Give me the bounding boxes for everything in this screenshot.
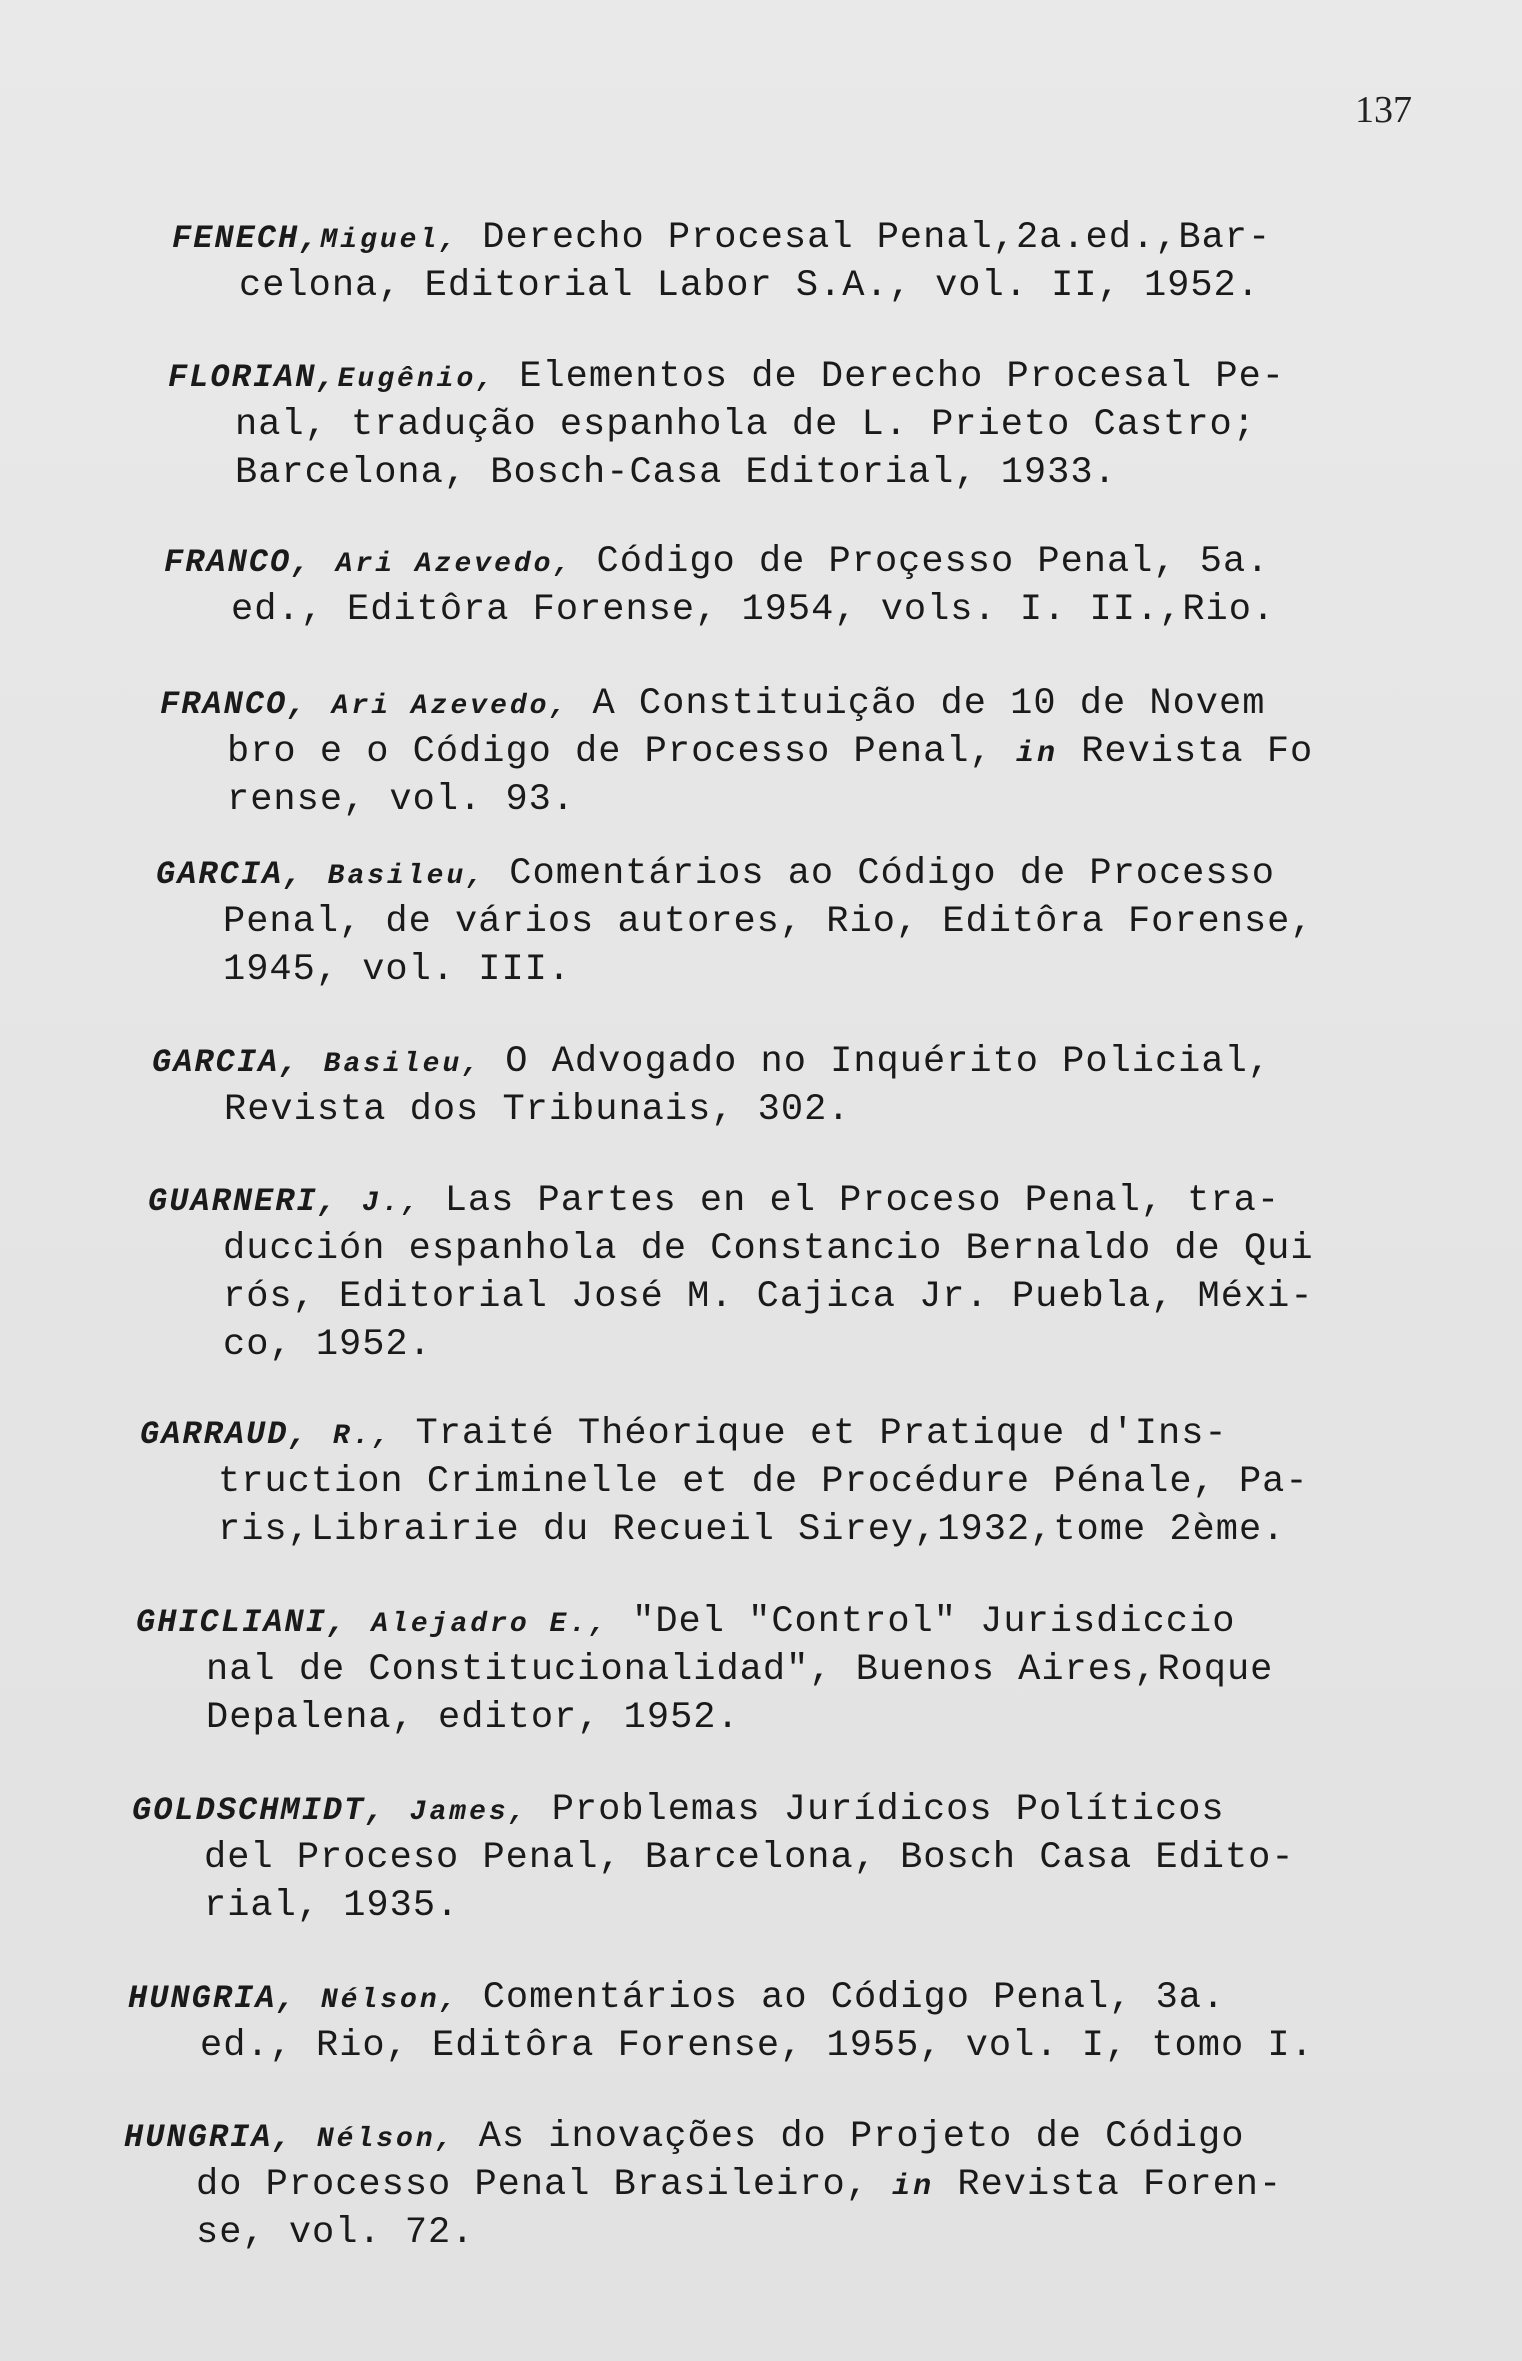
entry-title: Comentários ao Código de Processo	[509, 853, 1276, 895]
entry-line: rense, vol. 93.	[227, 779, 576, 821]
bibliography-entry	[156, 850, 1456, 994]
entry-author: GARCIA,	[152, 1044, 301, 1081]
entry-first-name: Basileu,	[323, 1049, 483, 1080]
entry-line: Revista dos Tribunais, 302.	[224, 1089, 851, 1131]
bibliography-entry	[136, 1598, 1436, 1742]
entry-line	[148, 1177, 1448, 1225]
entry-line	[152, 1038, 1452, 1086]
entry-line: del Proceso Penal, Barcelona, Bosch Casa Edito-	[204, 1837, 1295, 1879]
entry-line	[132, 1786, 1432, 1834]
entry-author: FENECH,	[172, 220, 321, 257]
entry-text: Revista Foren-	[957, 2164, 1283, 2206]
entry-author: GOLDSCHMIDT,	[132, 1792, 387, 1829]
entry-line: rial, 1935.	[204, 1885, 460, 1927]
entry-title: Código de Proçesso Penal, 5a.	[596, 541, 1270, 583]
bibliography-entry	[172, 214, 1472, 310]
entry-line	[140, 1410, 1440, 1458]
entry-title: Derecho Procesal Penal,2a.ed.,Bar-	[482, 217, 1272, 259]
entry-title: As inovações do Projeto de Código	[478, 2116, 1245, 2158]
bibliography-entry	[140, 1410, 1440, 1554]
bibliography-entry	[160, 680, 1460, 824]
entry-first-name: Miguel,	[320, 225, 460, 256]
entry-title: Traité Théorique et Pratique d'Ins-	[415, 1413, 1228, 1455]
entry-author: FRANCO,	[160, 686, 309, 723]
entry-line	[168, 353, 1468, 401]
entry-text: bro e o Código de Processo Penal,	[227, 731, 993, 773]
entry-line	[136, 1598, 1436, 1646]
entry-title: Comentários ao Código Penal, 3a.	[482, 1977, 1226, 2019]
entry-line	[160, 680, 1460, 728]
entry-line: Barcelona, Bosch-Casa Editorial, 1933.	[235, 452, 1117, 494]
entry-line: ducción espanhola de Constancio Bernaldo de Qui	[223, 1228, 1314, 1270]
entry-first-name: Eugênio,	[337, 364, 497, 395]
entry-in-marker: in	[1015, 737, 1058, 771]
entry-first-name: Basileu,	[327, 861, 487, 892]
entry-text: Revista Fo	[1081, 731, 1314, 773]
entry-author: FLORIAN,	[168, 359, 338, 396]
entry-line: ris,Librairie du Recueil Sirey,1932,tome 2ème.	[218, 1509, 1286, 1551]
entry-line: se, vol. 72.	[196, 2212, 475, 2254]
entry-line: 1945, vol. III.	[223, 949, 572, 991]
entry-first-name: Ari Azevedo,	[331, 691, 570, 722]
page-number: 137	[1355, 89, 1412, 131]
entry-line: nal de Constitucionalidad", Buenos Aires,Roque	[206, 1649, 1274, 1691]
entry-first-name: Alejadro E.,	[371, 1609, 609, 1640]
entry-line: Penal, de vários autores, Rio, Editôra Forense,	[223, 901, 1314, 943]
entry-in-marker: in	[892, 2170, 935, 2204]
entry-first-name: R.,	[332, 1421, 393, 1452]
entry-title: A Constituição de 10 de Novem	[592, 683, 1266, 725]
entry-line: rós, Editorial José M. Cajica Jr. Puebla, Méxi-	[223, 1276, 1314, 1318]
entry-first-name: Nélson,	[316, 2124, 456, 2155]
entry-line	[172, 214, 1472, 262]
entry-author: HUNGRIA,	[128, 1980, 298, 2017]
entry-first-name: James,	[409, 1797, 529, 1828]
entry-line	[124, 2113, 1424, 2161]
bibliography-entry	[164, 538, 1464, 634]
entry-author: HUNGRIA,	[124, 2119, 294, 2156]
entry-line: celona, Editorial Labor S.A., vol. II, 1952.	[239, 265, 1260, 307]
entry-first-name: Nélson,	[320, 1985, 460, 2016]
bibliography-entry	[168, 353, 1468, 497]
entry-title: Las Partes en el Proceso Penal, tra-	[444, 1180, 1281, 1222]
entry-title: "Del "Control" Jurisdiccio	[632, 1601, 1236, 1643]
entry-line	[124, 2161, 1424, 2209]
entry-line: nal, tradução espanhola de L. Prieto Castro;	[235, 404, 1256, 446]
entry-author: GUARNERI,	[148, 1183, 339, 1220]
entry-line: co, 1952.	[223, 1324, 432, 1366]
entry-line	[160, 728, 1460, 776]
entry-line: ed., Editôra Forense, 1954, vols. I. II.,Rio.	[231, 589, 1276, 631]
bibliography-entry	[124, 2113, 1424, 2257]
entry-author: GARRAUD,	[140, 1416, 310, 1453]
entry-first-name: Ari Azevedo,	[335, 549, 574, 580]
entry-line: truction Criminelle et de Procédure Pénale, Pa-	[218, 1461, 1309, 1503]
entry-author: FRANCO,	[164, 544, 313, 581]
bibliography-entry	[132, 1786, 1432, 1930]
bibliography-entry	[152, 1038, 1452, 1134]
entry-line: Depalena, editor, 1952.	[206, 1697, 740, 1739]
entry-first-name: J.,	[362, 1188, 422, 1219]
bibliography-entry	[128, 1974, 1428, 2070]
entry-author: GHICLIANI,	[136, 1604, 349, 1641]
entry-line	[128, 1974, 1428, 2022]
entry-title: Problemas Jurídicos Políticos	[551, 1789, 1225, 1831]
bibliography-entry	[148, 1177, 1448, 1369]
entry-line	[156, 850, 1456, 898]
entry-line: ed., Rio, Editôra Forense, 1955, vol. I, tomo I.	[200, 2025, 1314, 2067]
entry-text: do Processo Penal Brasileiro,	[196, 2164, 869, 2206]
entry-author: GARCIA,	[156, 856, 305, 893]
entry-title: O Advogado no Inquérito Policial,	[505, 1041, 1272, 1083]
entry-line	[164, 538, 1464, 586]
entry-title: Elementos de Derecho Procesal Pe-	[519, 356, 1285, 398]
